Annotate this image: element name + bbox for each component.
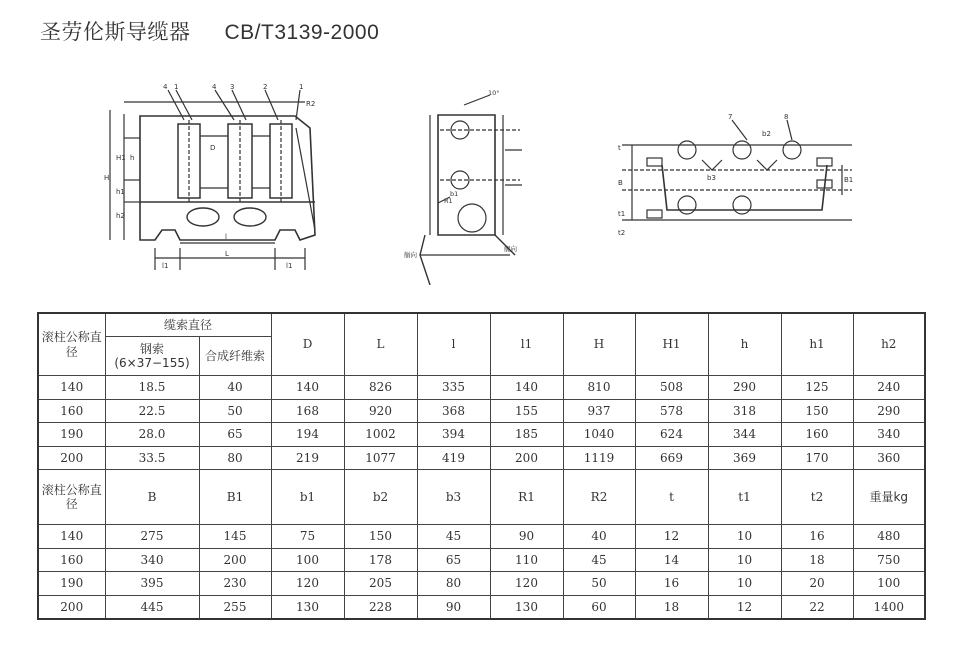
header-synthetic-rope: 合成纤维索 [199,337,271,376]
table-cell: 160 [38,548,105,572]
table-cell: 340 [853,423,925,447]
table-cell: 1077 [344,446,417,470]
table-cell: 90 [417,595,490,619]
dim-h2: h2 [116,212,125,220]
table-cell: 578 [635,399,708,423]
header-roller-diameter-2: 滚柱公称直径 [38,470,105,525]
table-cell: 508 [635,376,708,400]
callout-1a: 1 [174,83,179,91]
table-cell: 190 [38,572,105,596]
title-name: 圣劳伦斯导缆器 [40,20,191,44]
table-cell: 669 [635,446,708,470]
header-roller-diameter: 滚柱公称直径 [38,313,105,376]
table-cell: 937 [563,399,635,423]
page-title [40,16,379,46]
table-cell: 20 [781,572,853,596]
dim-l1-left: l1 [162,262,169,270]
table-cell: 168 [271,399,344,423]
dim-H: H [104,174,110,182]
table-cell: 140 [38,376,105,400]
top-callout-7: 7 [728,113,733,121]
top-view-drawing [612,110,862,250]
callout-2: 2 [263,83,268,91]
side-angle-label: 10° [488,89,500,97]
col-header: B1 [199,470,271,525]
col-header: B [105,470,199,525]
table-cell: 22.5 [105,399,199,423]
col-header: H1 [635,313,708,376]
col-header-weight: 重量kg [853,470,925,525]
top-b2: b2 [762,130,771,138]
table-cell: 65 [199,423,271,447]
callout-4b: 4 [212,83,217,91]
title-standard: CB/T3139-2000 [224,21,380,44]
table-cell: 395 [105,572,199,596]
table-cell: 810 [563,376,635,400]
col-header: b2 [344,470,417,525]
col-header: L [344,313,417,376]
top-t2: t2 [618,229,626,237]
col-header: h1 [781,313,853,376]
dim-R2: R2 [306,100,316,108]
table-cell: 45 [563,548,635,572]
table-cell: 150 [344,525,417,549]
callout-4a: 4 [163,83,168,91]
col-header: t [635,470,708,525]
top-B: B [618,179,623,187]
table-cell: 125 [781,376,853,400]
table-cell: 80 [417,572,490,596]
dim-l: l [225,233,227,241]
table-cell: 40 [199,376,271,400]
col-header: R1 [490,470,563,525]
table-cell: 160 [781,423,853,447]
table-cell: 419 [417,446,490,470]
table-cell: 50 [563,572,635,596]
col-header: l1 [490,313,563,376]
table-cell: 920 [344,399,417,423]
table-cell: 335 [417,376,490,400]
top-t: t [618,144,621,152]
table-cell: 240 [853,376,925,400]
table-cell: 150 [781,399,853,423]
col-header: b3 [417,470,490,525]
table-cell: 18 [635,595,708,619]
table-cell: 340 [105,548,199,572]
col-header: t2 [781,470,853,525]
table-cell: 480 [853,525,925,549]
table-cell: 40 [563,525,635,549]
dim-h1: h1 [116,188,125,196]
col-header: h [708,313,781,376]
table-cell: 318 [708,399,781,423]
table-cell: 290 [853,399,925,423]
table-cell: 445 [105,595,199,619]
table-cell: 826 [344,376,417,400]
table-cell: 750 [853,548,925,572]
table-cell: 16 [781,525,853,549]
table-cell: 1002 [344,423,417,447]
table-cell: 360 [853,446,925,470]
table-cell: 145 [199,525,271,549]
table-cell: 18 [781,548,853,572]
table-cell: 1400 [853,595,925,619]
dim-D: D [210,144,216,152]
table-cell: 45 [417,525,490,549]
table-cell: 140 [38,525,105,549]
table-cell: 130 [490,595,563,619]
table-cell: 75 [271,525,344,549]
table-cell: 170 [781,446,853,470]
table-cell: 120 [490,572,563,596]
col-header: D [271,313,344,376]
table-cell: 90 [490,525,563,549]
table-cell: 228 [344,595,417,619]
col-header: H [563,313,635,376]
dim-h: h [130,154,135,162]
table-cell: 10 [708,572,781,596]
col-header: b1 [271,470,344,525]
dim-H1: H1 [116,154,126,162]
table-cell: 200 [490,446,563,470]
table-cell: 65 [417,548,490,572]
header-steel-rope: 钢索 (6×37−155) [105,337,199,376]
table-cell: 22 [781,595,853,619]
table-cell: 12 [708,595,781,619]
callout-3: 3 [230,83,235,91]
table-cell: 60 [563,595,635,619]
table-cell: 1040 [563,423,635,447]
col-header: l [417,313,490,376]
side-b1-label: b1 [450,190,459,198]
table-cell: 369 [708,446,781,470]
table-cell: 230 [199,572,271,596]
table-cell: 100 [271,548,344,572]
table-cell: 200 [199,548,271,572]
table-cell: 120 [271,572,344,596]
col-header: R2 [563,470,635,525]
table-cell: 200 [38,595,105,619]
col-header: t1 [708,470,781,525]
table-cell: 194 [271,423,344,447]
col-header: h2 [853,313,925,376]
table-cell: 155 [490,399,563,423]
table-cell: 33.5 [105,446,199,470]
table-cell: 140 [490,376,563,400]
table-cell: 10 [708,548,781,572]
side-view-drawing [400,85,530,285]
table-cell: 1119 [563,446,635,470]
table-cell: 275 [105,525,199,549]
table-cell: 14 [635,548,708,572]
spec-table [37,312,926,620]
table-cell: 205 [344,572,417,596]
table-cell: 344 [708,423,781,447]
table-cell: 10 [708,525,781,549]
top-B1: B1 [844,176,854,184]
table-cell: 219 [271,446,344,470]
table-cell: 368 [417,399,490,423]
table-cell: 140 [271,376,344,400]
table-cell: 624 [635,423,708,447]
table-cell: 50 [199,399,271,423]
table-cell: 12 [635,525,708,549]
table-cell: 80 [199,446,271,470]
table-cell: 16 [635,572,708,596]
top-b3: b3 [707,174,716,182]
table-cell: 255 [199,595,271,619]
table-cell: 394 [417,423,490,447]
side-bow-label: 艏向 [404,251,417,259]
dim-l1-right: l1 [286,262,293,270]
top-t1: t1 [618,210,626,218]
callout-1b: 1 [299,83,304,91]
table-cell: 110 [490,548,563,572]
table-cell: 290 [708,376,781,400]
side-stern-label: 艉向 [504,245,517,253]
table-cell: 185 [490,423,563,447]
front-view-drawing [100,80,330,275]
table-cell: 178 [344,548,417,572]
table-cell: 130 [271,595,344,619]
top-callout-8: 8 [784,113,789,121]
header-rope-diameter: 缆索直径 [105,313,271,337]
table-cell: 160 [38,399,105,423]
table-cell: 190 [38,423,105,447]
table-cell: 200 [38,446,105,470]
table-cell: 100 [853,572,925,596]
dim-L: L [225,250,229,258]
side-R1-label: R1 [444,197,453,205]
table-cell: 28.0 [105,423,199,447]
table-cell: 18.5 [105,376,199,400]
